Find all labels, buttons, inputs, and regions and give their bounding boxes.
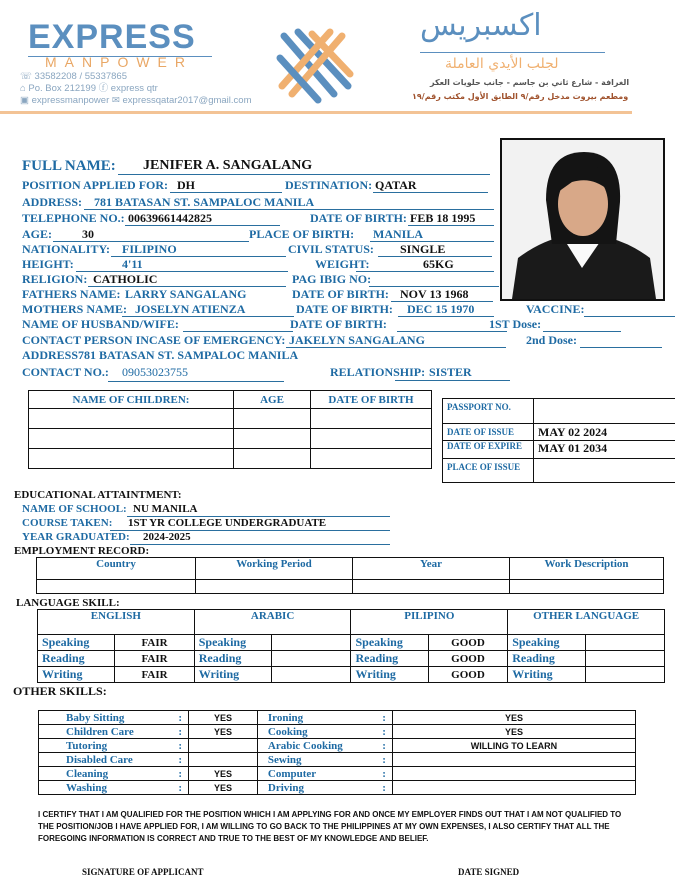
language-heading: LANGUAGE SKILL: [16,597,120,609]
age-value: 30 [82,227,94,241]
skill-name-text: Cleaning [66,767,109,780]
position-label: POSITION APPLIED FOR: [22,178,169,192]
language-header: OTHER LANGUAGE [508,610,665,635]
contact-no-label: CONTACT NO.: [22,365,109,379]
religion-value: CATHOLIC [93,272,158,286]
colon: : [178,711,182,724]
language-header: ENGLISH [38,610,195,635]
colon: : [178,753,182,766]
colon: : [382,711,386,724]
employment-heading: EMPLOYMENT RECORD: [14,545,150,557]
skill-name-text: Sewing [267,753,302,766]
skill-name-text: Cooking [267,725,308,738]
emergency-label: CONTACT PERSON INCASE OF EMERGENCY: [22,333,286,347]
colon: : [382,725,386,738]
table-row [29,449,432,469]
skill-label: Speaking [194,635,271,651]
pagibig-label: PAG IBIG NO: [292,272,372,286]
colon: : [382,753,386,766]
issue-date-label: DATE OF ISSUE [443,424,534,441]
vaccine-label: VACCINE: [526,302,585,316]
year-label: YEAR GRADUATED: [22,531,130,543]
skill-label: Writing [194,667,271,683]
skill-value [392,753,635,767]
skill-value [189,739,258,753]
relationship-value: SISTER [429,365,472,379]
skill-name-text: Washing [66,781,107,794]
destination-value: QATAR [375,178,417,192]
skill-level [585,667,664,683]
destination-label: DESTINATION: [285,178,373,192]
table-row [29,429,432,449]
skill-label: Reading [194,651,271,667]
telephone-label: TELEPHONE NO.: [22,211,125,225]
person-photo [502,140,663,299]
table-row [39,767,636,781]
telephone-value: 00639661442825 [128,211,212,225]
cell [353,580,510,594]
skill-label: Writing [38,667,115,683]
skill-label: Writing [508,667,585,683]
full-name-value: JENIFER A. SANGALANG [143,158,313,173]
dose2-label: 2nd Dose: [526,333,578,347]
cell [29,409,234,429]
table-row [38,651,665,667]
passport-no-value [534,399,675,424]
contact-no-value: 09053023755 [122,365,188,379]
passport-table [442,398,675,483]
spouse-label: NAME OF HUSBAND/WIFE: [22,317,179,331]
phone: 33582208 / 55337865 [34,71,127,82]
email-icon: ✉ [111,95,120,106]
children-dob-header: DATE OF BIRTH [311,391,432,409]
logo-sub: MANPOWER [45,54,193,70]
children-name-header: NAME OF CHILDREN: [29,391,234,409]
table-row [39,711,636,725]
employment-year-header: Year [353,558,510,580]
civil-status-label: CIVIL STATUS: [288,242,374,256]
pin-icon: ⌂ [20,83,26,94]
skill-name [39,711,189,725]
address-label: ADDRESS: [22,195,83,209]
course-label: COURSE TAKEN: [22,517,113,529]
skill-value [392,767,635,781]
skill-name [39,767,189,781]
skill-name [39,781,189,795]
skill-value: YES [189,767,258,781]
table-row [443,399,675,424]
skill-name-text: Computer [267,767,317,780]
mother-value: JOSELYN ATIENZA [135,302,246,316]
cell [196,580,353,594]
colon: : [178,739,182,752]
signature-label: SIGNATURE OF APPLICANT [82,867,204,877]
skill-name-text: Disabled Care [66,753,133,766]
cell [29,429,234,449]
skill-name-text: Children Care [66,725,134,738]
children-table [28,390,432,469]
language-header: PILIPINO [351,610,508,635]
full-name-label: FULL NAME: [22,158,116,174]
table-row [39,725,636,739]
header-rule [0,111,632,114]
cell [510,580,664,594]
age-label: AGE: [22,227,52,241]
colon: : [382,767,386,780]
father-dob-label: DATE OF BIRTH: [292,287,389,301]
employment-country-header: Country [37,558,196,580]
skill-name-text: Driving [267,781,304,794]
colon: : [178,725,182,738]
skill-label: Speaking [508,635,585,651]
children-age-header: AGE [234,391,311,409]
place-of-issue-label: PLACE OF ISSUE [443,459,534,483]
skill-level: FAIR [115,651,194,667]
mother-label: MOTHERS NAME: [22,302,127,316]
instagram: expressmanpower [31,95,110,106]
father-value: LARRY SANGALANG [125,287,247,301]
skill-label: Reading [38,651,115,667]
skill-value: YES [189,781,258,795]
dose1-label: 1ST Dose: [489,317,542,331]
cell [311,409,432,429]
cell [234,449,311,469]
skill-label: Reading [351,651,428,667]
applicant-photo [500,138,665,301]
skill-name [39,725,189,739]
colon: : [178,767,182,780]
language-header: ARABIC [194,610,351,635]
skill-name [257,725,392,739]
colon: : [382,781,386,794]
course-value: 1ST YR COLLEGE UNDERGRADUATE [128,517,327,529]
arabic-address-1: الغرافة - شارع ثاني بن جاسم - جانب حلويات العكر [430,78,630,87]
skill-level: GOOD [428,667,507,683]
table-row [443,459,675,483]
arabic-divider [420,52,605,53]
height-value: 4'11 [122,257,143,271]
skill-name-text: Ironing [267,711,304,724]
skill-level [272,667,351,683]
skill-label: Speaking [351,635,428,651]
relationship-label: RELATIONSHIP: [330,365,426,379]
skill-name-text: Tutoring [66,739,108,752]
instagram-icon: ▣ [20,95,29,106]
place-of-issue-value [534,459,675,483]
civil-status-value: SINGLE [400,242,446,256]
colon: : [382,739,386,752]
spouse-dob-label: DATE OF BIRTH: [290,317,387,331]
skill-level: GOOD [428,651,507,667]
passport-no-label: PASSPORT NO. [443,399,534,424]
mother-dob-value: DEC 15 1970 [407,302,475,316]
pob-value: MANILA [373,227,423,241]
table-row [443,424,675,441]
position-value: DH [177,178,195,192]
emergency-address-value: 781 BATASAN ST. SAMPALOC MANILA [78,348,299,362]
table-row [29,409,432,429]
skill-level [272,635,351,651]
dob-value: FEB 18 1995 [410,211,476,225]
table-row [443,441,675,459]
education-heading: EDUCATIONAL ATTAINTMENT: [14,489,182,501]
school-label: NAME OF SCHOOL: [22,503,127,515]
facebook-icon: ⓕ [98,83,109,94]
address-value: 781 BATASAN ST. SAMPALOC MANILA [94,195,315,209]
skill-label: Speaking [38,635,115,651]
company-emblem [272,24,358,108]
nationality-value: FILIPINO [122,242,177,256]
table-row [39,781,636,795]
date-signed-label: DATE SIGNED [458,867,520,877]
religion-label: RELIGION: [22,272,88,286]
facebook: express qtr [110,83,158,94]
pob-label: PLACE OF BIRTH: [249,227,355,241]
skill-level: FAIR [115,667,194,683]
skill-name [257,781,392,795]
certification-text: I CERTIFY THAT I AM QUALIFIED FOR THE POSITION WHICH I AM APPLYING FOR AND ONCE MY EMPLOYER FINDS OUT THAT I AM NOT QUALIFIED TO THE POSITION/JOB I HAVE APPLIED FOR, I AM WILLING TO GO BACK TO THE PHILIPPINES AT MY OWN EXPENSES, I ALSO CERTIFY THAT ALL THE FOREGOING INFORMATION IS CORRECT AND TRUE TO THE BEST OF MY KNOWLEDGE AND BELIEF. [38,810,622,843]
employment-table [36,557,664,594]
skill-name [257,753,392,767]
address-label-text: ADDRESS [22,348,79,362]
emergency-address-label [22,348,298,363]
expire-date-value: MAY 01 2034 [534,441,675,459]
colon: : [178,781,182,794]
year-value: 2024-2025 [143,531,191,543]
table-row [38,635,665,651]
logo-word: EXPRESS [28,18,196,56]
weight-label: WEIGHT: [315,257,370,271]
skill-value: WILLING TO LEARN [392,739,635,753]
skill-value: YES [189,711,258,725]
expire-date-label: DATE OF EXPIRE [443,441,534,459]
skill-value: YES [392,725,635,739]
pobox: Po. Box 212199 [28,83,96,94]
other-skills-heading: OTHER SKILLS: [13,684,107,698]
phone-icon: ☏ [20,71,32,82]
cell [29,449,234,469]
arabic-address-2: ومطعم بيروت مدخل رقم/٩ الطابق الأول مكتب رقم/١٩ [412,92,629,101]
table-row [39,739,636,753]
table-row [39,753,636,767]
father-label: FATHERS NAME: [22,287,121,301]
skill-level [585,635,664,651]
skill-level [585,651,664,667]
dob-label: DATE OF BIRTH: [310,211,407,225]
skill-name-text: Arabic Cooking [267,739,343,752]
nationality-label: NATIONALITY: [22,242,111,256]
skill-level [272,651,351,667]
language-table [37,609,665,683]
skill-value: YES [189,725,258,739]
skill-level: FAIR [115,635,194,651]
cell [37,580,196,594]
other-skills-table [38,710,636,795]
skill-name [257,739,392,753]
cell [234,409,311,429]
arabic-title: اكسبريس [420,8,542,43]
skill-name [257,767,392,781]
father-dob-value: NOV 13 1968 [400,287,469,301]
cell [234,429,311,449]
emergency-value: JAKELYN SANGALANG [289,333,425,347]
skill-name-text: Baby Sitting [66,711,125,724]
school-value: NU MANILA [133,503,198,515]
skill-value [189,753,258,767]
skill-label: Reading [508,651,585,667]
skill-value [392,781,635,795]
skill-level: GOOD [428,635,507,651]
skill-label: Writing [351,667,428,683]
skill-name [39,753,189,767]
skill-name [257,711,392,725]
cell [311,429,432,449]
contact-block [20,71,251,107]
skill-value: YES [392,711,635,725]
weight-value: 65KG [423,257,454,271]
arabic-subtitle: لجلب الأيدي العاملة [445,56,559,72]
table-row [37,580,664,594]
email: expressqatar2017@gmail.com [122,95,252,106]
height-label: HEIGHT: [22,257,74,271]
table-row [38,667,665,683]
skill-name [39,739,189,753]
issue-date-value: MAY 02 2024 [534,424,675,441]
employment-period-header: Working Period [196,558,353,580]
cell [311,449,432,469]
mother-dob-label: DATE OF BIRTH: [296,302,393,316]
employment-description-header: Work Description [510,558,664,580]
